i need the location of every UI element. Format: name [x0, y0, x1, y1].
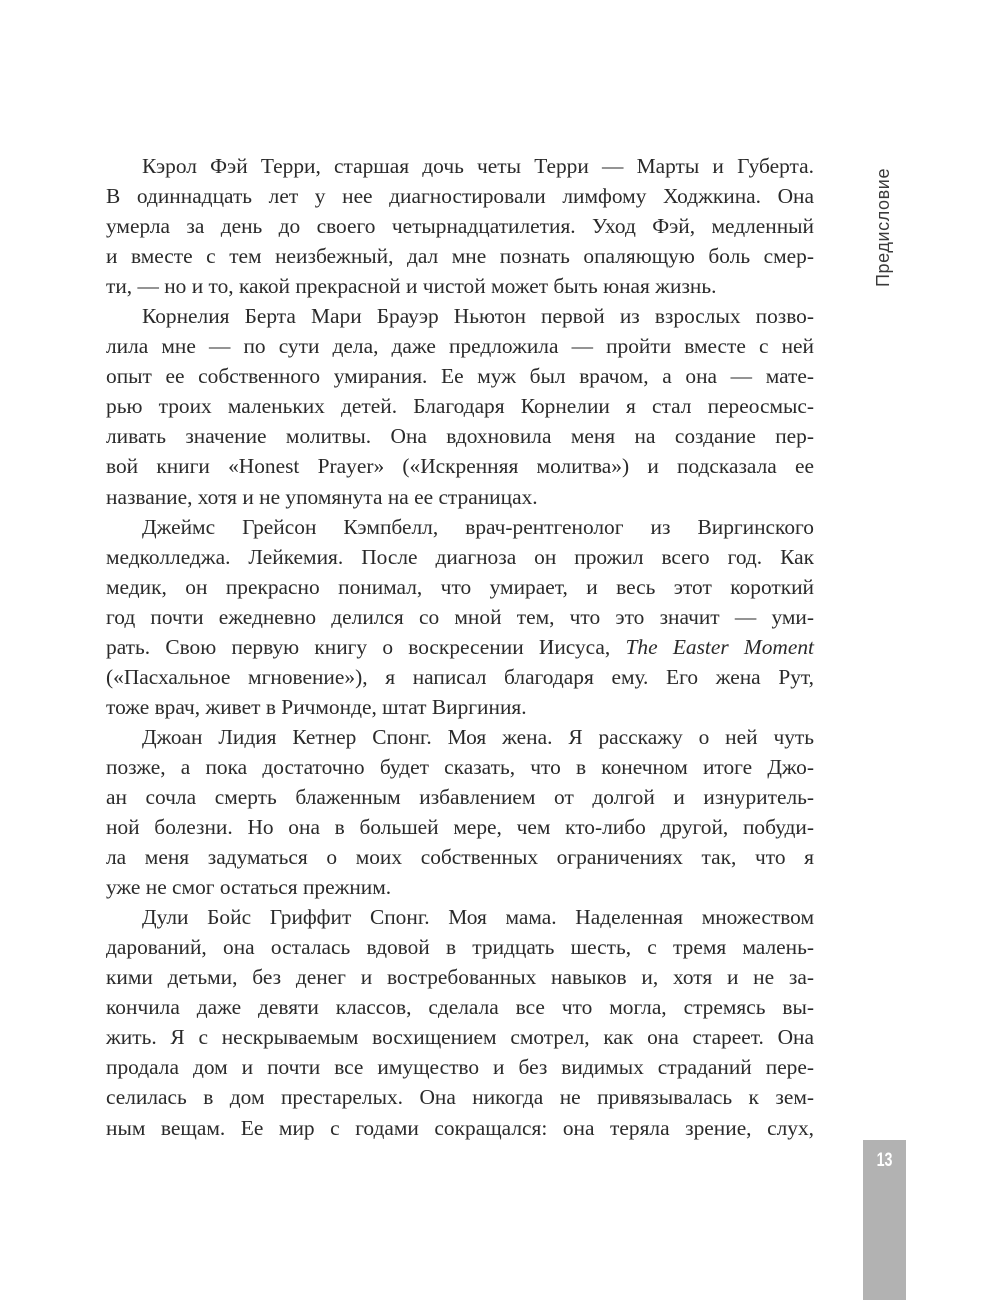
- text-line: год почти ежедневно делился со мной тем, что это значит — уми-: [106, 604, 814, 629]
- text-line: умерла за день до своего четырнадцатилетия. Уход Фэй, медленный: [106, 214, 814, 239]
- text-line: медик, он прекрасно понимал, что умирает, и весь этот короткий: [106, 574, 814, 599]
- page-number: 13: [876, 1150, 893, 1171]
- text-line: ла меня задуматься о моих собственных ограничениях так, что я: [106, 845, 814, 870]
- book-title-italic: The Easter Moment: [625, 634, 814, 659]
- text-line: В одиннадцать лет у нее диагностировали лимфому Ходжкина. Она: [106, 184, 814, 209]
- text-line: дарований, она осталась вдовой в тридцать шесть, с тремя малень-: [106, 935, 814, 960]
- text-line: кими детьми, без денег и востребованных навыков и, хотя и не за-: [106, 965, 814, 990]
- text-line: уже не смог остаться прежним.: [106, 875, 392, 900]
- text-line: ти, — но и то, какой прекрасной и чистой может быть юная жизнь.: [106, 274, 717, 299]
- page-number-tab: [863, 1140, 906, 1300]
- text-line: вой книги «Honest Prayer» («Искренняя молитва») и подсказала ее: [106, 454, 814, 479]
- body-text: [106, 151, 814, 1143]
- text-line: позже, а пока достаточно будет сказать, что в конечном итоге Джо-: [106, 754, 814, 779]
- text-line: ан сочла смерть блаженным избавлением от долгой и изнуритель-: [106, 784, 814, 809]
- text-line: Джеймс Грейсон Кэмпбелл, врач-рентгенолог из Виргинского: [142, 514, 814, 539]
- paragraph-doolie-spong: [106, 902, 814, 1142]
- text-line: ным вещам. Ее мир с годами сокращался: она теряла зрение, слух,: [106, 1115, 814, 1140]
- text-line: ливать значение молитвы. Она вдохновила меня на создание пер-: [106, 424, 814, 449]
- text-line: Дули Бойс Гриффит Спонг. Моя мама. Наделенная множеством: [142, 905, 814, 930]
- text-line: Кэрол Фэй Терри, старшая дочь четы Терри — Марты и Губерта.: [142, 154, 814, 178]
- text-line: («Пасхальное мгновение»), я написал благодаря ему. Его жена Рут,: [106, 664, 814, 689]
- paragraph-james-campbell: [106, 512, 814, 722]
- text-line: жить. Я с нескрываемым восхищением смотрел, как она стареет. Она: [106, 1025, 814, 1050]
- text-line: Корнелия Берта Мари Брауэр Ньютон первой из взрослых позво-: [142, 304, 814, 329]
- text-segment: рать. Свою первую книгу о воскресении Иисуса,: [106, 634, 626, 659]
- text-line: Джоан Лидия Кетнер Спонг. Моя жена. Я расскажу о ней чуть: [142, 724, 814, 749]
- text-line: тоже врач, живет в Ричмонде, штат Виргиния.: [106, 694, 527, 719]
- text-line: лила мне — по сути дела, даже предложила — пройти вместе с ней: [106, 334, 814, 359]
- paragraph-fay-terry: [106, 151, 814, 301]
- text-line: кончила даже девяти классов, сделала все что могла, стремясь вы-: [106, 995, 814, 1020]
- paragraph-joan-spong: [106, 722, 814, 902]
- text-line: продала дом и почти все имущество и без видимых страданий пере-: [106, 1055, 814, 1080]
- paragraph-cornelia-newton: [106, 301, 814, 511]
- text-line: ной болезни. Но она в большей мере, чем кто-либо другой, побуди-: [106, 815, 814, 840]
- text-line: медколледжа. Лейкемия. После диагноза он прожил всего год. Как: [106, 544, 814, 569]
- running-head-chapter-title: Предисловие: [873, 167, 893, 287]
- text-line: и вместе с тем неизбежный, дал мне познать опаляющую боль смер-: [106, 244, 814, 269]
- text-line: опыт ее собственного умирания. Ее муж был врачом, а она — мате-: [106, 364, 814, 389]
- text-line: рью троих маленьких детей. Благодаря Корнелии я стал переосмыс-: [106, 394, 814, 419]
- text-line: название, хотя и не упомянута на ее страницах.: [106, 484, 538, 509]
- text-line-with-book-title: [106, 632, 814, 662]
- text-line: селилась в дом престарелых. Она никогда не привязывалась к зем-: [106, 1085, 814, 1110]
